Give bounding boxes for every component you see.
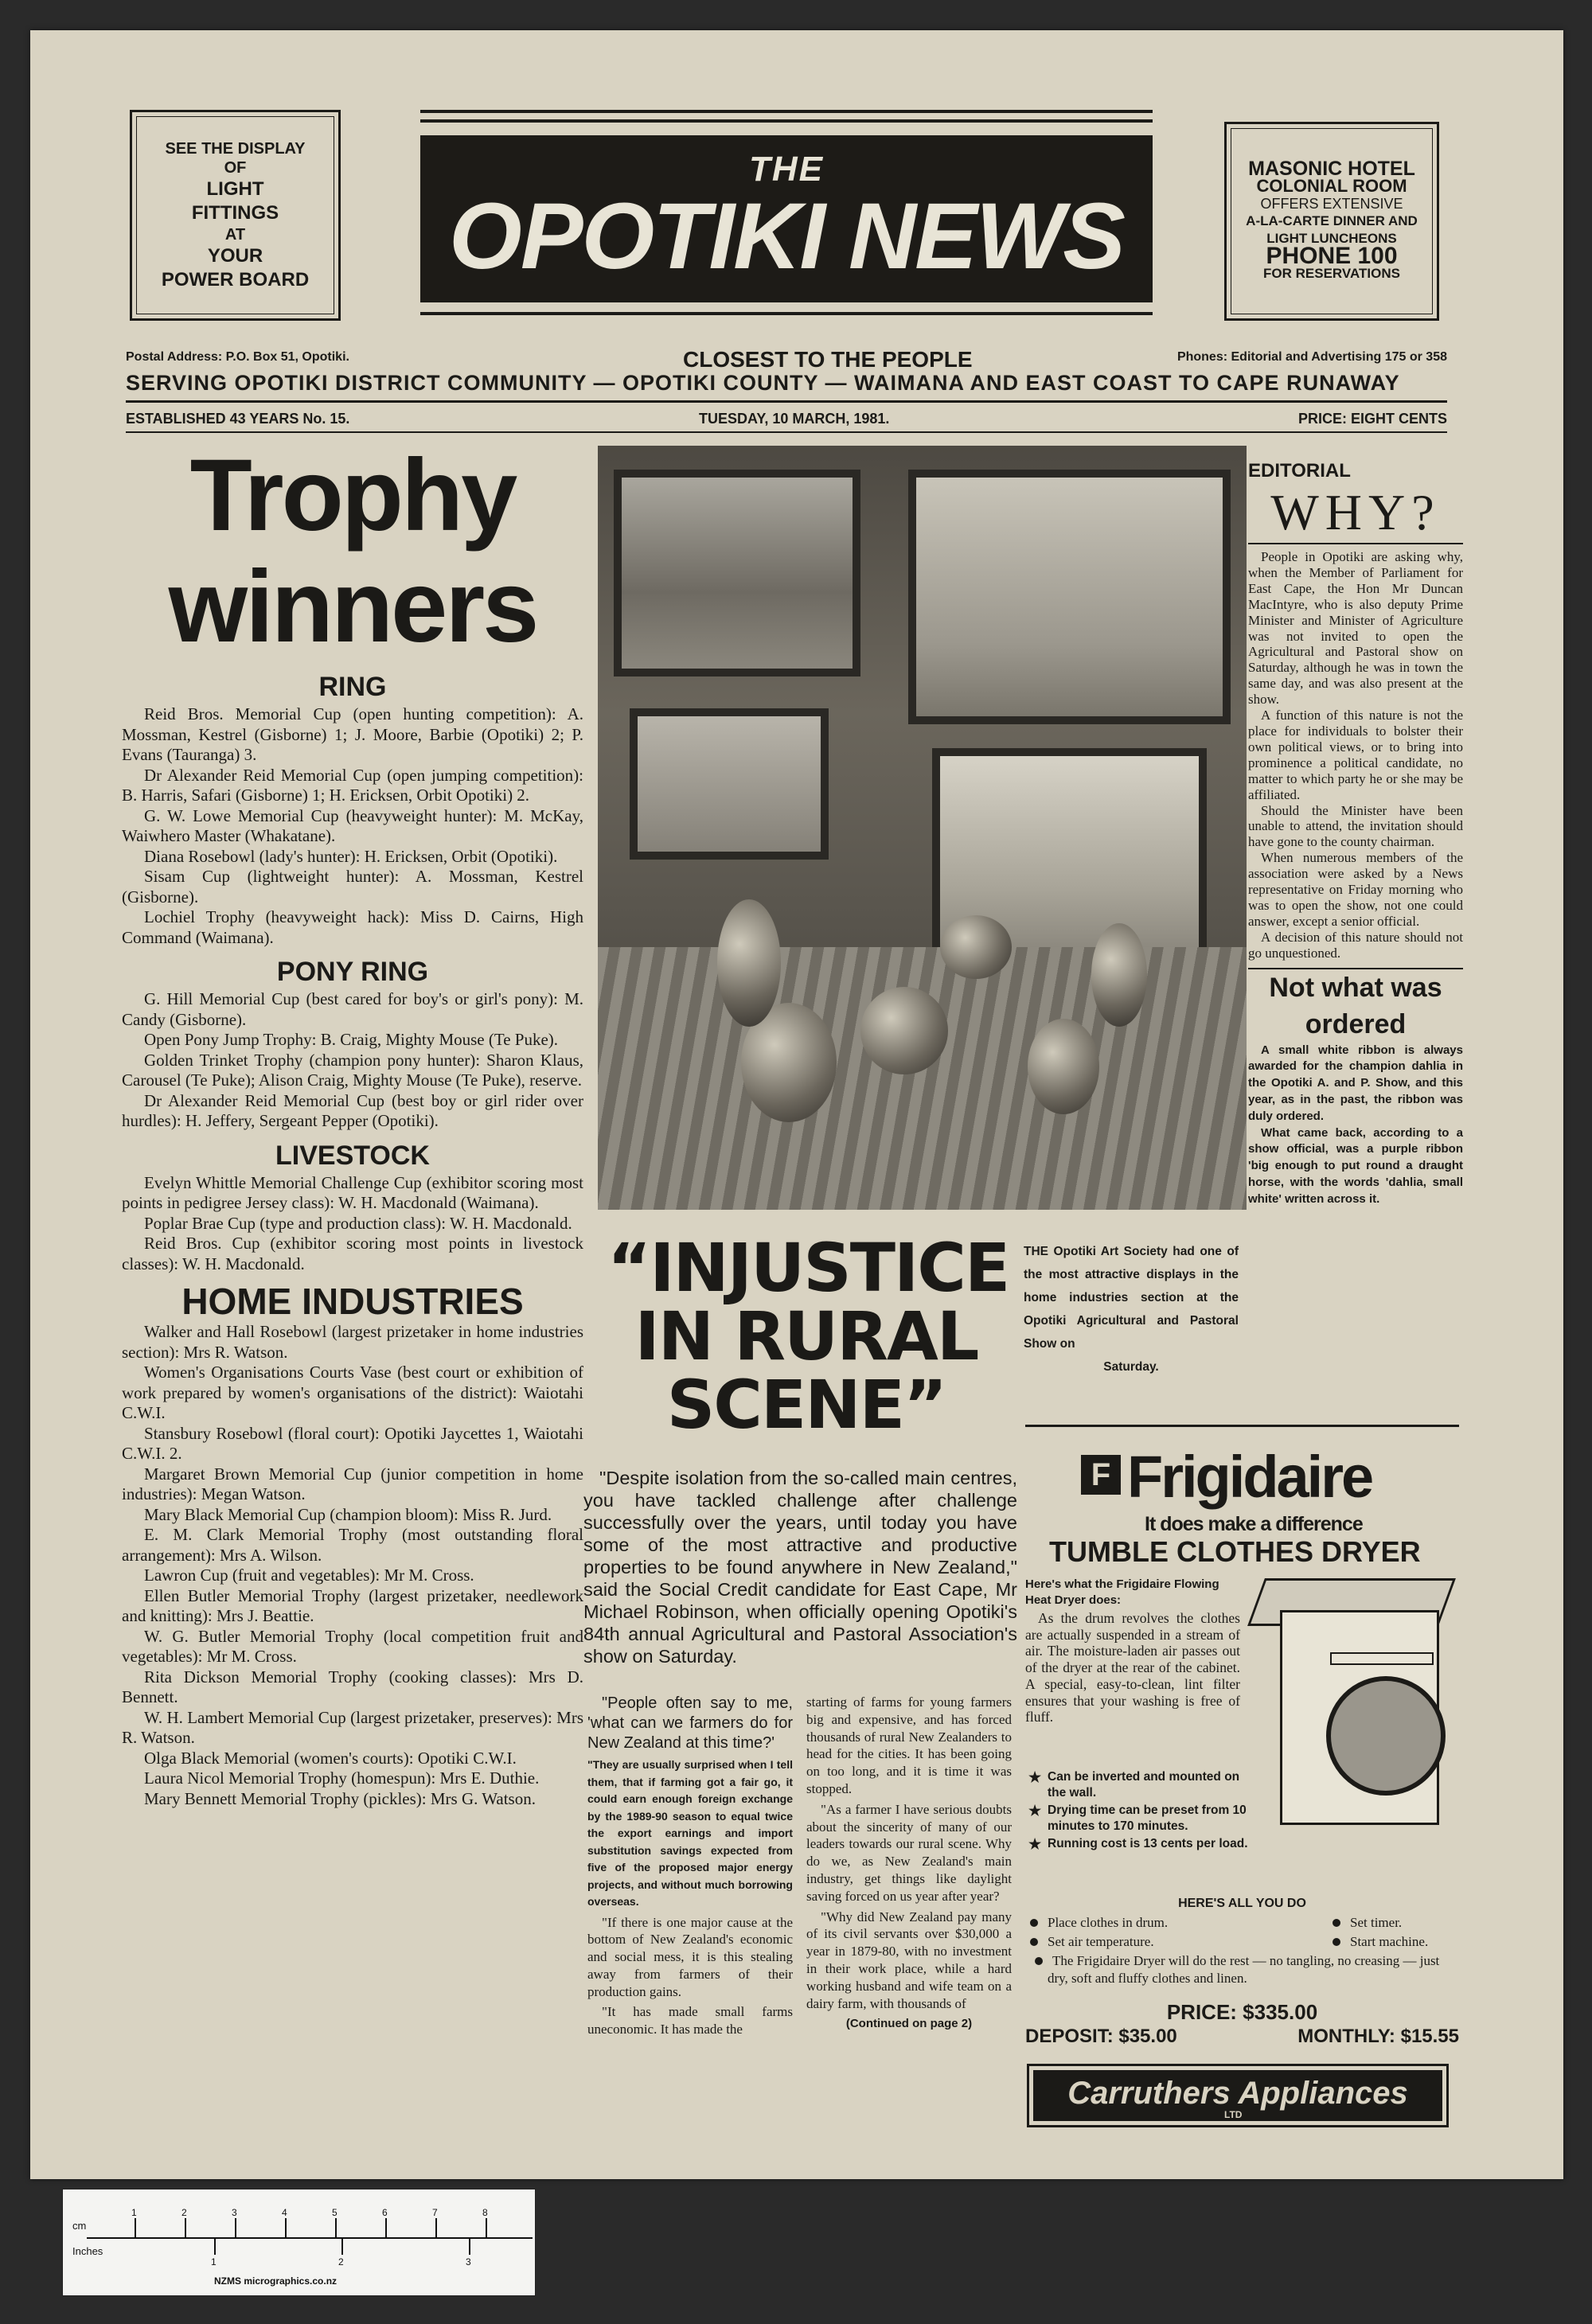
- hotel-line: MASONIC HOTEL: [1248, 158, 1415, 180]
- step-item: Set air temperature.: [1048, 1934, 1154, 1949]
- ruler-tick: [469, 2237, 470, 2255]
- bullet-icon: [1035, 1957, 1043, 1965]
- ruler-tick: [435, 2218, 437, 2237]
- trophy-headline: [122, 440, 583, 663]
- hotel-line: OFFERS EXTENSIVE: [1260, 196, 1403, 212]
- ruler-tick: [185, 2218, 186, 2237]
- masthead-title: OPOTIKI NEWS: [449, 184, 1124, 289]
- injustice-headline: “INJUSTICE IN RURAL SCENE”: [607, 1229, 1009, 1444]
- advert-lead: Here's what the Frigidaire Flowing Heat Dryer does:: [1025, 1577, 1219, 1607]
- ruler-cm-mark: 8: [482, 2207, 488, 2218]
- editorial-paragraph: A decision of this nature should not go unquestioned.: [1248, 929, 1463, 961]
- trophy-entry: Women's Organisations Courts Vase (best court or exhibition of work prepared by women's organisations of the district): Waiotahi C.W.I.: [122, 1363, 583, 1422]
- trophy-entry: W. H. Lambert Memorial Cup (largest prizetaker, preserves): Mrs R. Watson.: [122, 1707, 583, 1747]
- ruler-tick: [385, 2218, 387, 2237]
- postal-address: Postal Address: P.O. Box 51, Opotiki.: [126, 350, 349, 364]
- ruler-in-mark: 2: [338, 2256, 344, 2267]
- step-right: [1328, 1914, 1402, 1932]
- ribbon-story-headline: Not what was ordered: [1248, 968, 1463, 1043]
- art-society-photo: [598, 446, 1247, 1210]
- ruler-tick: [285, 2218, 287, 2237]
- ribbon-paragraph: A small white ribbon is always awarded for the champion dahlia in the Opotiki A. and P. Show, and this year, as in the past, the ribbon was duly ordered.: [1248, 1043, 1463, 1123]
- step-item: Set timer.: [1350, 1915, 1403, 1930]
- story-paragraph: "Why did New Zealand pay many of its civil servants over $30,000 a year in 1879-80, with no investment in their work place, while a hard working husband and wife team on a dairy farm, with thousands of: [806, 1909, 1012, 2011]
- trophy-entry: Dr Alexander Reid Memorial Cup (open jumping competition): B. Harris, Safari (Gisborne) 1; H. Ericksen, Orbit Opotiki) 2.: [122, 765, 583, 805]
- trophy-entry: Stansbury Rosebowl (floral court): Opotiki Jaycettes 1, Waiotahi C.W.I. 2.: [122, 1423, 583, 1463]
- trophy-entry: Evelyn Whittle Memorial Challenge Cup (exhibitor scoring most points in pedigree Jersey class): W. H. Macdonald (Waimana).: [122, 1172, 583, 1212]
- established: ESTABLISHED 43 YEARS No. 15.: [126, 411, 350, 427]
- ruler-tick: [235, 2218, 236, 2237]
- step-row: [1025, 1914, 1459, 1933]
- step-item: Start machine.: [1350, 1934, 1429, 1949]
- trophy-entry: Walker and Hall Rosebowl (largest prizetaker in home industries section): Mrs R. Watson.: [122, 1322, 583, 1362]
- trophy-entry: Mary Black Memorial Cup (champion bloom): Miss R. Jurd.: [144, 1504, 552, 1524]
- pottery-piece: [860, 987, 948, 1074]
- hotel-line: FOR RESERVATIONS: [1263, 266, 1400, 281]
- advert-product: TUMBLE CLOTHES DRYER: [1049, 1535, 1421, 1568]
- ruler-inches-label: Inches: [72, 2245, 103, 2257]
- story-paragraph: "People often say to me, 'what can we farmers do for New Zealand at this time?': [587, 1694, 793, 1752]
- step-row: [1025, 1933, 1459, 1952]
- ruler-cm-mark: 7: [432, 2207, 438, 2218]
- trophy-entry: Golden Trinket Trophy (champion pony hunter): Sharon Klaus, Carousel (Te Puke); Alison Craig, Mighty Mouse (Te Puke), reserve.: [122, 1050, 583, 1090]
- photo-caption-text: THE Opotiki Art Society had one of the most attractive displays in the home industries section at the Opotiki Agricultural and Pastoral Show on: [1024, 1245, 1239, 1351]
- dryer-control-panel: [1330, 1652, 1434, 1665]
- photo-caption-end: Saturday.: [1103, 1360, 1159, 1374]
- trophy-entry: W. G. Butler Memorial Trophy (local competition fruit and vegetables): Mr M. Cross.: [122, 1626, 583, 1666]
- trophy-entry: Dr Alexander Reid Memorial Cup (best boy or girl rider over hurdles): H. Jeffery, Sergeant Pepper (Opotiki).: [122, 1090, 583, 1130]
- editorial: [1248, 460, 1463, 1208]
- trophy-entry: Sisam Cup (lightweight hunter): A. Mossman, Kestrel (Gisborne).: [122, 867, 583, 907]
- painting-frame: [614, 470, 860, 677]
- newspaper-page: [30, 30, 1563, 2179]
- advert-monthly: MONTHLY: $15.55: [1297, 2026, 1459, 2047]
- injustice-lede: "Despite isolation from the so-called main centres, you have tackled challenge after challenge successfully over the years, until today you have some of the most attractive and productive properties to be found anywhere in New Zealand," said the Social Credit candidate for East Cape, Mr Michael Robinson, when officially opening Opotiki's 84th annual Agricultural and Pastoral Association's show on Saturday.: [583, 1468, 1017, 1667]
- ruler-cm-mark: 2: [181, 2207, 187, 2218]
- trophy-entry: Reid Bros. Memorial Cup (open hunting competition): A. Mossman, Kestrel (Gisborne) 1; J. Moore, Barbie (Opotiki) 2; P. Evans (Tauranga) 3.: [122, 704, 583, 764]
- hotel-line: COLONIAL ROOM: [1256, 176, 1407, 196]
- editorial-title: WHY?: [1248, 482, 1463, 544]
- step-row: [1025, 1952, 1459, 1987]
- dealer-logo: [1027, 2064, 1449, 2127]
- masthead-the: THE: [749, 150, 824, 189]
- advert-steps: [1025, 1914, 1459, 1987]
- scale-ruler: [62, 2189, 536, 2296]
- ruler-credit: NZMS micrographics.co.nz: [214, 2275, 338, 2287]
- all-you-do-heading: HERE'S ALL YOU DO: [1178, 1897, 1306, 1910]
- hotel-line: LIGHT LUNCHEONS: [1266, 231, 1397, 246]
- injustice-column-2: [806, 1694, 1012, 2036]
- ribbon-paragraph: What came back, according to a show official, was a purple ribbon 'big enough to put round a draught horse, with the words 'dahlia, small white' written across it.: [1248, 1125, 1463, 1206]
- story-paragraph: "As a farmer I have serious doubts about the sincerity of many of our leaders towards our rural scene. Why do we, as New Zealand's main industry, get things like daylight saving forced on us year after year?: [806, 1801, 1012, 1904]
- feature-item: ★ Drying time can be preset from 10 minutes to 170 minutes.: [1025, 1803, 1256, 1835]
- story-paragraph: "If there is one major cause at the bottom of New Zealand's economic and social mess, it is this stealing away from farmers of their production gains.: [587, 1914, 793, 1999]
- ruler-in-mark: 3: [466, 2256, 471, 2267]
- ruler-cm-mark: 1: [131, 2207, 137, 2218]
- story-paragraph: "They are usually surprised when I tell them, that if farming got a fair go, it could earn enough foreign exchange by the 1989-90 season to equal twice the export earnings and import substitution savings expected from five of the proposed major energy projects, and without much borrowing overseas.: [587, 1758, 793, 1908]
- trophy-entry: Laura Nicol Memorial Trophy (homespun): Mrs E. Duthie.: [144, 1768, 540, 1788]
- ruler-cm-mark: 4: [282, 2207, 287, 2218]
- bullet-icon: [1030, 1938, 1038, 1946]
- dealer-name: Carruthers Appliances: [1067, 2076, 1408, 2111]
- advert-brand: Frigidaire: [1127, 1444, 1372, 1510]
- advert-price: PRICE: $335.00: [1166, 2000, 1318, 2024]
- serving-line: SERVING OPOTIKI DISTRICT COMMUNITY — OPOTIKI COUNTY — WAIMANA AND EAST COAST TO CAPE RUNAWAY: [126, 371, 1447, 403]
- advert-tagline: It does make a difference: [1145, 1513, 1363, 1535]
- display-table: [598, 947, 1247, 1210]
- trophy-entry: Margaret Brown Memorial Cup (junior competition in home industries): Megan Watson.: [122, 1464, 583, 1503]
- dealer-ltd: LTD: [1224, 2109, 1243, 2120]
- frigidaire-advert: [1025, 1425, 1459, 2141]
- step-right: [1328, 1933, 1428, 1951]
- photo-caption: [1024, 1240, 1239, 1378]
- trophy-entry: Poplar Brae Cup (type and production class): W. H. Macdonald.: [144, 1213, 572, 1233]
- pottery-piece: [1091, 923, 1147, 1027]
- step-item: The Frigidaire Dryer will do the rest — no tangling, no creasing — just dry, soft and fluffy clothes and linen.: [1048, 1953, 1440, 1986]
- power-board-line: SEE THE DISPLAY: [165, 139, 306, 158]
- painting-frame: [630, 708, 829, 860]
- ruler-tick: [335, 2218, 337, 2237]
- hotel-phone: PHONE 100: [1266, 243, 1398, 269]
- masthead-nameplate: [420, 135, 1153, 302]
- trophy-headline-line2: winners: [168, 550, 537, 664]
- trophy-headline-line1: Trophy: [189, 439, 516, 552]
- trophy-entry: E. M. Clark Memorial Trophy (most outstanding floral arrangement): Mrs A. Wilson.: [122, 1525, 583, 1565]
- trophy-entry: Diana Rosebowl (lady's hunter): H. Ericksen, Orbit (Opotiki).: [144, 846, 558, 866]
- ruler-cm-mark: 6: [382, 2207, 388, 2218]
- ruler-cm-mark: 3: [232, 2207, 237, 2218]
- step-item: Place clothes in drum.: [1048, 1915, 1169, 1930]
- trophy-entry: Ellen Butler Memorial Trophy (largest prizetaker, needlework and knitting): Mrs J. Beattie.: [122, 1585, 583, 1625]
- home-industries-subhead: HOME INDUSTRIES: [181, 1281, 524, 1322]
- power-board-line: YOUR: [207, 244, 263, 267]
- trophy-entry: Reid Bros. Cup (exhibitor scoring most points in livestock classes): W. H. Macdonald.: [122, 1234, 583, 1273]
- trophy-entry: Lawron Cup (fruit and vegetables): Mr M. Cross.: [144, 1566, 474, 1585]
- bullet-icon: [1030, 1919, 1038, 1927]
- pony-ring-subhead: PONY RING: [276, 957, 429, 987]
- phones: Phones: Editorial and Advertising 175 or 358: [1176, 350, 1447, 364]
- power-board-line: LIGHT: [206, 177, 264, 200]
- advert-deposit: DEPOSIT: $35.00: [1025, 2026, 1177, 2047]
- issue-date: TUESDAY, 10 MARCH, 1981.: [699, 411, 890, 427]
- trophy-entry: Olga Black Memorial (women's courts): Opotiki C.W.I.: [144, 1748, 517, 1768]
- closest-to-people: CLOSEST TO THE PEOPLE: [683, 347, 973, 372]
- pottery-piece: [940, 915, 1012, 979]
- story-paragraph: starting of farms for young farmers big and expensive, and has forced thousands of rural New Zealanders to head for the cities. It has been going on too long, and it is time it was stopped.: [806, 1694, 1012, 1796]
- editorial-paragraph: A function of this nature is not the place for individuals to bolster their own political views, or to bring into prominence a political candidate, no matter to which party he or she may be affiliated.: [1248, 708, 1463, 802]
- trophy-entry: Rita Dickson Memorial Trophy (cooking classes): Mrs D. Bennett.: [122, 1667, 583, 1706]
- pottery-piece: [1028, 1019, 1099, 1114]
- trophy-entry: Lochiel Trophy (heavyweight hack): Miss D. Cairns, High Command (Waimana).: [122, 907, 583, 947]
- feature-item: ★ Running cost is 13 cents per load.: [1025, 1836, 1256, 1852]
- hotel-line: A-LA-CARTE DINNER AND: [1246, 213, 1418, 228]
- address-row: [126, 342, 1447, 371]
- ruler-tick: [341, 2237, 343, 2255]
- masthead-rule: [420, 119, 1153, 123]
- editorial-paragraph: People in Opotiki are asking why, when the Member of Parliament for East Cape, the Hon Mr Duncan MacIntyre, who is also deputy Prime Minister and Minister of Agriculture was not invited to open the Agricultural and Pastoral show on Saturday, although he was in town the same day, and was also present at the show.: [1248, 549, 1463, 708]
- editorial-body: [1248, 549, 1463, 961]
- frigidaire-logo: F: [1081, 1455, 1121, 1495]
- continued-link[interactable]: (Continued on page 2): [845, 2017, 973, 2031]
- power-board-line: OF: [224, 158, 247, 177]
- ring-subhead: RING: [318, 672, 387, 702]
- ruler-in-mark: 1: [211, 2256, 217, 2267]
- ruler-cm-mark: 5: [332, 2207, 338, 2218]
- ruler-cm-label: cm: [72, 2220, 87, 2232]
- livestock-subhead: LIVESTOCK: [275, 1140, 430, 1171]
- ribbon-story-body: [1248, 1043, 1463, 1208]
- masonic-hotel-ad-box: [1224, 122, 1439, 321]
- editorial-paragraph: Should the Minister have been unable to attend, the invitation should have gone to the county chairman.: [1248, 802, 1463, 850]
- trophy-winners-article: [122, 440, 583, 2167]
- ruler-tick: [486, 2218, 487, 2237]
- dealer-name-bar: [1033, 2070, 1442, 2121]
- power-board-line: AT: [224, 225, 246, 244]
- story-paragraph: "It has made small farms uneconomic. It has made the: [587, 2004, 793, 2037]
- bullet-icon: [1333, 1919, 1340, 1927]
- masthead-rule: [420, 312, 1153, 315]
- trophy-entry: Mary Bennett Memorial Trophy (pickles): Mrs G. Watson.: [144, 1788, 536, 1808]
- masthead-rule: [420, 110, 1153, 113]
- injustice-column-1: [587, 1694, 793, 2041]
- power-board-ad-box: [130, 110, 341, 321]
- painting-frame: [908, 470, 1231, 724]
- advert-copy: As the drum revolves the clothes are actually suspended in a stream of air. The moisture-laden air passes out of the dryer at the rear of the cabinet. A special, easy-to-clean, lint filter ensures that your washing is free of fluff.: [1025, 1610, 1240, 1725]
- bullet-icon: [1333, 1938, 1340, 1946]
- editorial-label: EDITORIAL: [1248, 460, 1351, 482]
- editorial-paragraph: When numerous members of the association were asked by a News representative on Friday morning who was to open the show, not one could answer, except a senior official.: [1248, 850, 1463, 929]
- power-board-line: FITTINGS: [191, 201, 279, 224]
- dateline-row: [126, 406, 1447, 433]
- ruler-tick: [214, 2237, 216, 2255]
- advert-features: [1025, 1769, 1459, 1854]
- feature-item: ★ Can be inverted and mounted on the wall.: [1025, 1769, 1256, 1801]
- trophy-entry: Open Pony Jump Trophy: B. Craig, Mighty Mouse (Te Puke).: [144, 1030, 559, 1049]
- power-board-line: POWER BOARD: [161, 268, 310, 290]
- ruler-line: [87, 2237, 533, 2239]
- cover-price: PRICE: EIGHT CENTS: [1297, 411, 1447, 427]
- ruler-tick: [135, 2218, 136, 2237]
- pottery-piece: [717, 899, 781, 1027]
- trophy-entry: G. W. Lowe Memorial Cup (heavyweight hunter): M. McKay, Waiwhero Master (Whakatane).: [122, 805, 583, 845]
- trophy-entry: G. Hill Memorial Cup (best cared for boy's or girl's pony): M. Candy (Gisborne).: [122, 989, 583, 1029]
